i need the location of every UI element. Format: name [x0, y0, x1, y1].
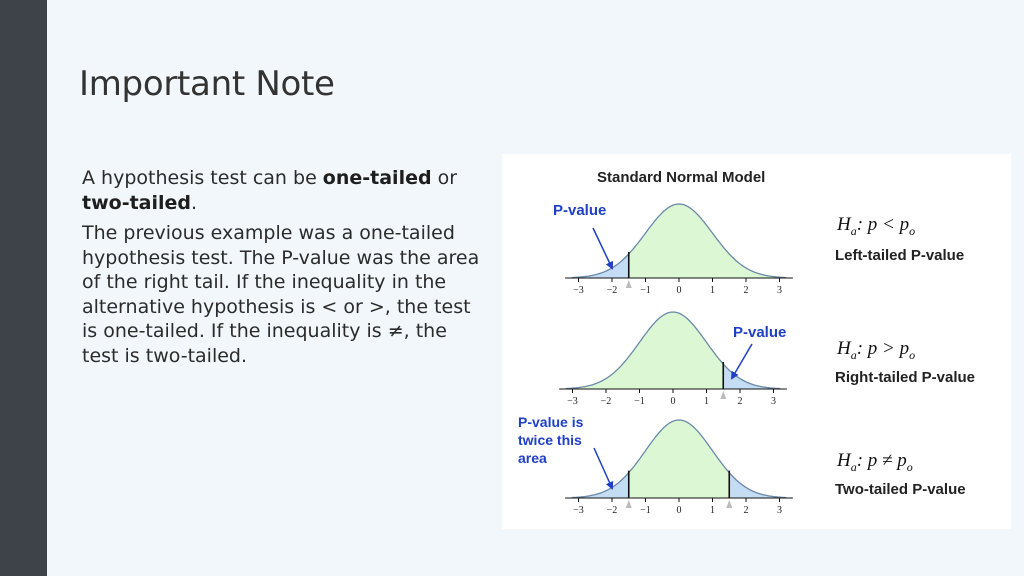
p-value-callout: P-value is [518, 414, 584, 430]
x-tick-label: 0 [676, 505, 682, 516]
x-tick-label: −2 [606, 285, 618, 296]
callout-arrow [593, 228, 612, 268]
x-tick-label: 1 [710, 505, 715, 516]
normal-panel-left [553, 202, 964, 296]
cutoff-marker [726, 500, 732, 508]
cutoff-marker [720, 391, 726, 399]
right-tail-area [729, 473, 786, 498]
intro-text-3: . [191, 191, 198, 214]
figure-title: Standard Normal Model [597, 169, 766, 186]
left-tail-area [572, 254, 629, 278]
x-tick-label: 2 [737, 396, 743, 407]
x-tick-label: 0 [670, 396, 676, 407]
x-tick-label: −2 [600, 396, 612, 407]
p-value-callout: P-value [733, 324, 787, 341]
x-tick-label: 1 [704, 396, 709, 407]
slide-body [82, 166, 482, 374]
p-value-callout: P-value [553, 202, 607, 219]
normal-panel-both [518, 414, 966, 516]
x-tick-label: −3 [567, 396, 578, 407]
x-tick-label: 2 [743, 285, 749, 296]
bell-curve-area [572, 420, 786, 498]
p-value-callout: area [518, 450, 547, 466]
normal-model-svg [502, 154, 1011, 529]
explanation-paragraph: The previous example was a one-tailed hypothesis test. The P-value was the area of the right tail. If the inequality in the alternative hypothesis is < or >, the test is one-tailed. If the inequality is ≠, the test is two-tailed. [82, 222, 480, 367]
x-tick-label: −1 [640, 505, 651, 516]
left-accent-bar [0, 0, 47, 576]
x-tick-label: 0 [676, 285, 682, 296]
intro-paragraph [82, 166, 482, 215]
alternative-hypothesis: $H_a$: $p \ne p_o$ [837, 450, 913, 474]
tail-type-label: Two-tailed P-value [835, 481, 966, 498]
x-tick-label: −2 [606, 505, 618, 516]
right-tail-area [723, 364, 780, 389]
alternative-hypothesis: $H_a$: $p > p_o$ [837, 338, 916, 362]
p-value-callout: twice this [518, 432, 582, 448]
x-tick-label: 3 [777, 505, 782, 516]
x-tick-label: 1 [710, 285, 715, 296]
left-tail-area [572, 473, 629, 498]
x-tick-label: 2 [743, 505, 749, 516]
cutoff-marker [626, 500, 632, 508]
tail-type-label: Left-tailed P-value [835, 247, 965, 264]
tail-type-label: Right-tailed P-value [835, 369, 976, 386]
x-tick-label: −1 [634, 396, 645, 407]
slide-title: Important Note [79, 64, 335, 104]
callout-arrow [594, 448, 612, 488]
x-tick-label: 3 [777, 285, 782, 296]
one-tailed-term: one-tailed [322, 167, 432, 189]
x-tick-label: 3 [771, 396, 776, 407]
alternative-hypothesis: $H_a$: $p < p_o$ [837, 214, 916, 238]
cutoff-marker [626, 280, 632, 288]
normal-model-figure [502, 154, 1011, 529]
callout-arrow [732, 344, 752, 378]
intro-text-2: or [431, 167, 458, 189]
normal-panel-right [559, 312, 975, 407]
intro-text-1: A hypothesis test can be [82, 167, 323, 189]
x-tick-label: −3 [573, 285, 584, 296]
two-tailed-term: two-tailed [82, 191, 191, 214]
x-tick-label: −3 [573, 505, 584, 516]
x-tick-label: −1 [640, 285, 651, 296]
